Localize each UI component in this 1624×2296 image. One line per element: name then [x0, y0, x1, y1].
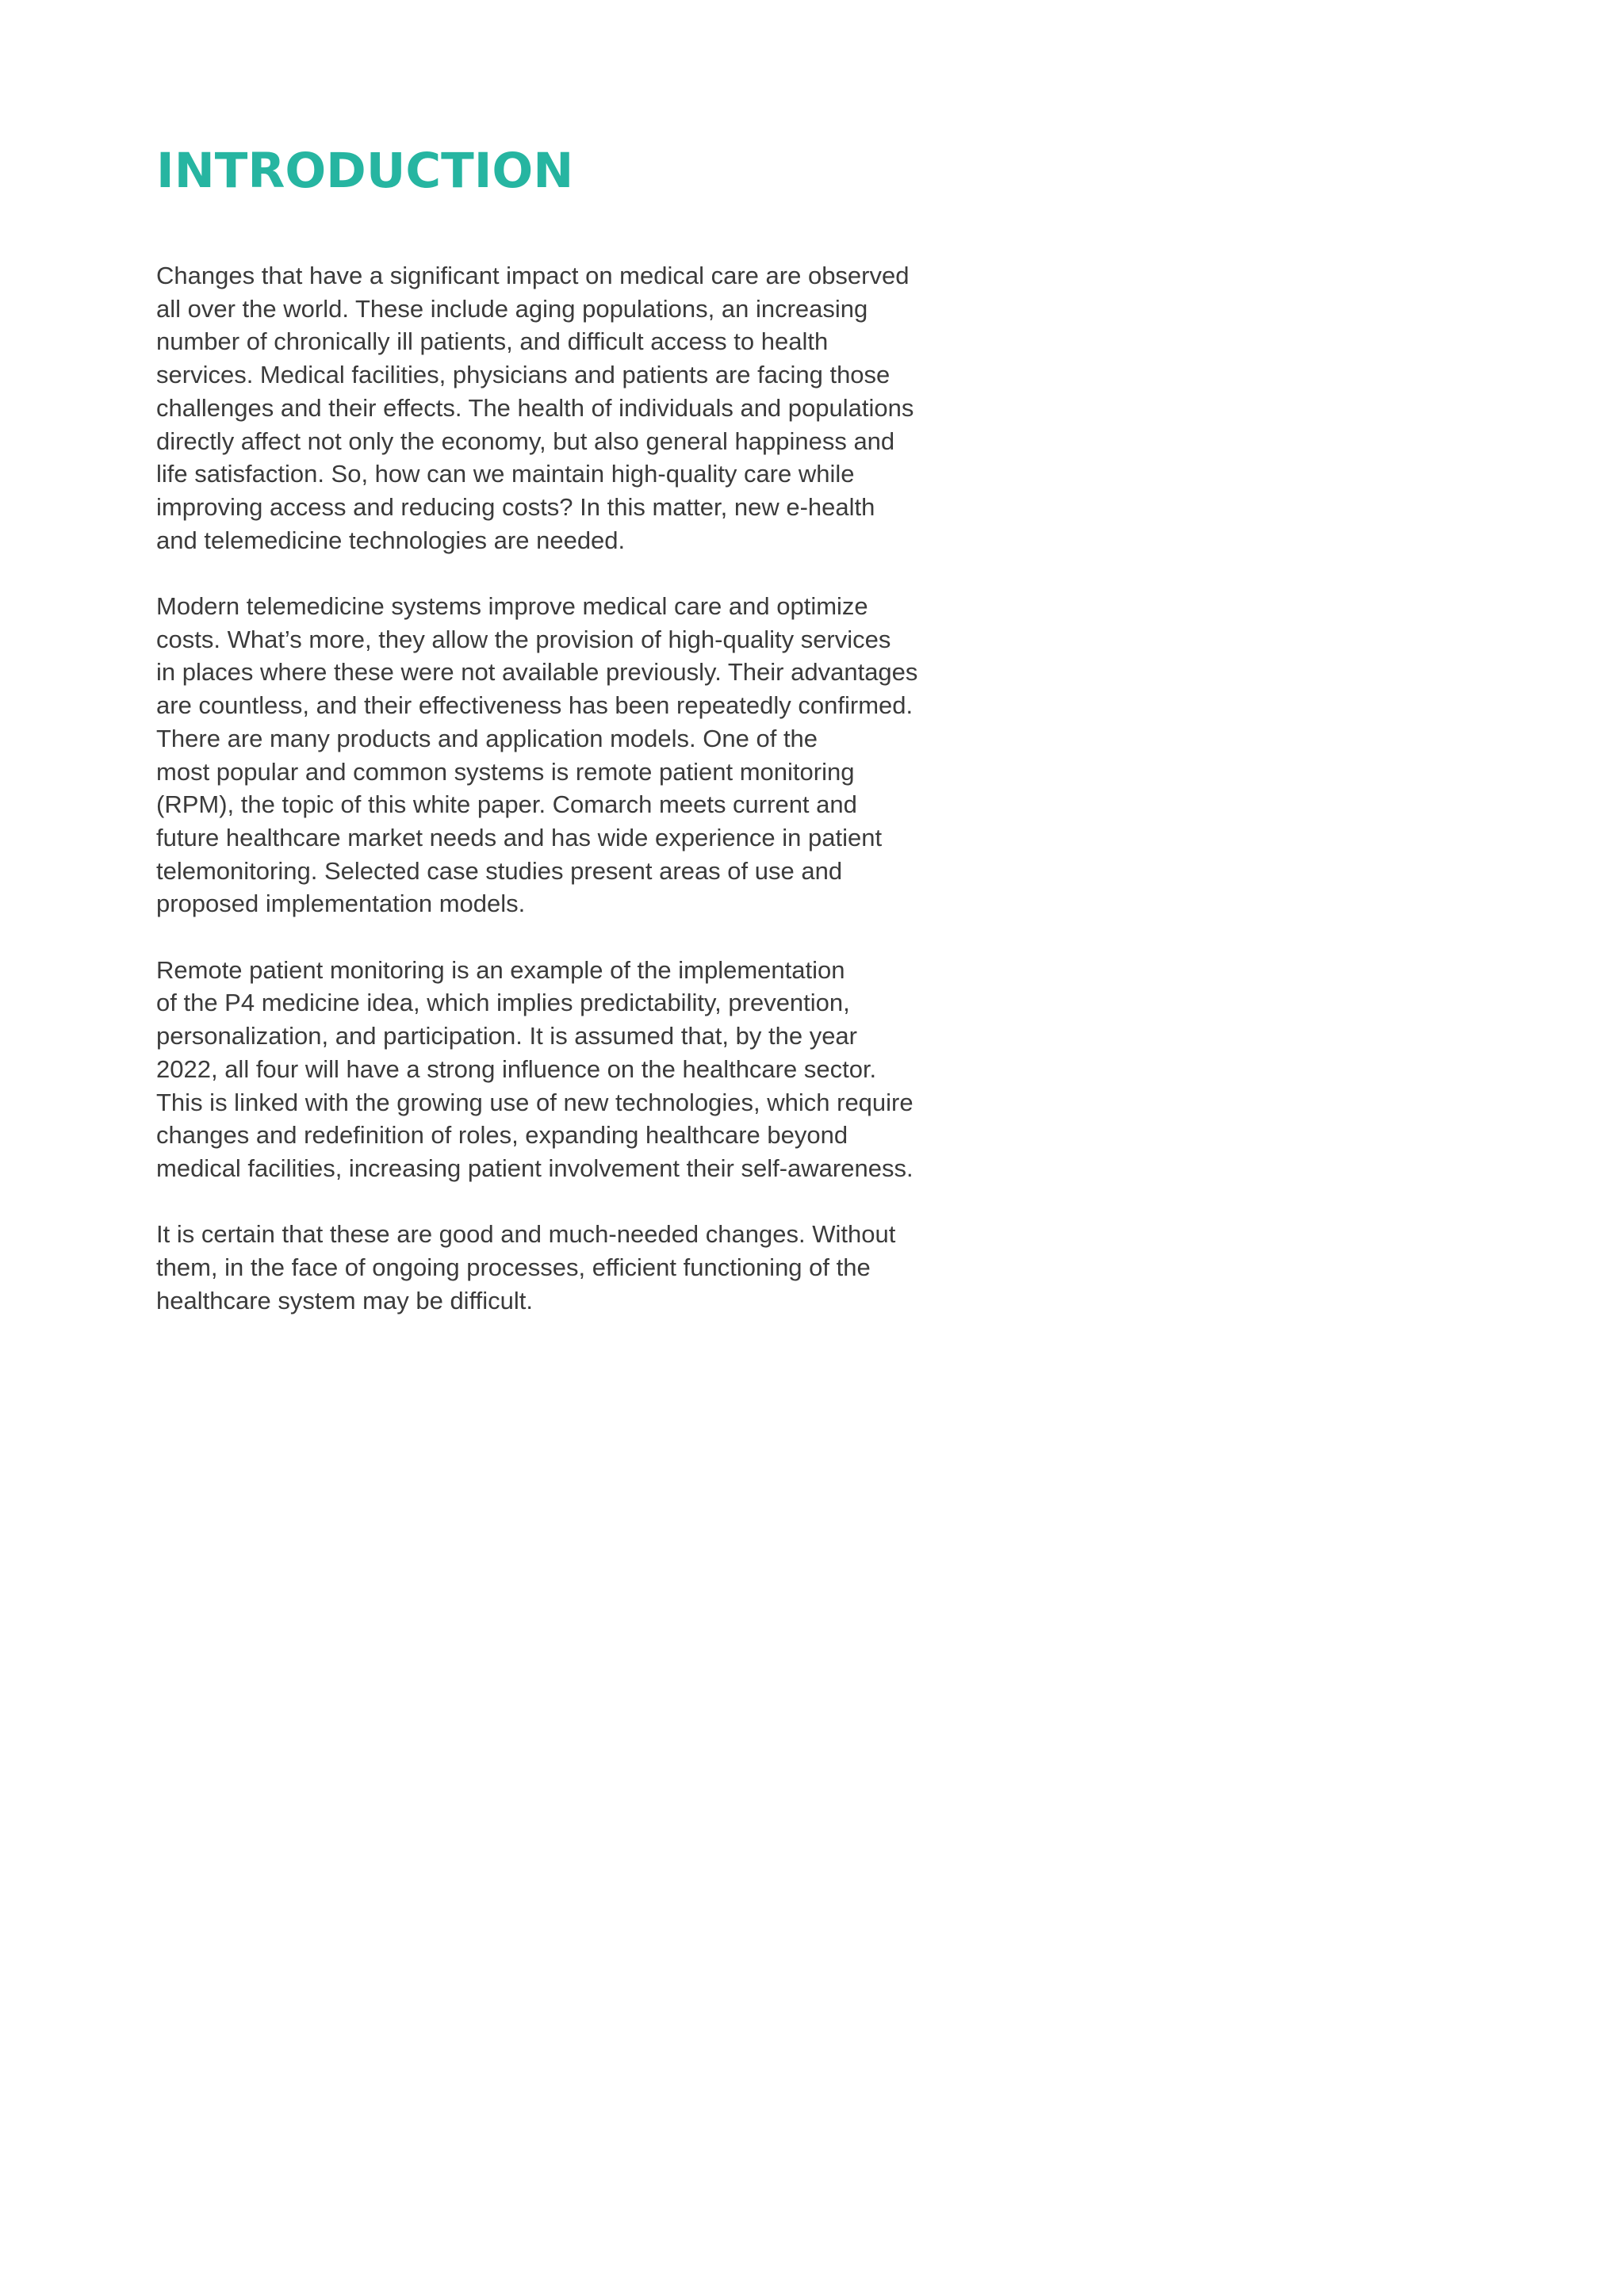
paragraph-1 — [156, 259, 1044, 557]
text-line: directly affect not only the economy, but also general happiness and — [156, 427, 895, 455]
text-line: life satisfaction. So, how can we maintain high-quality care while — [156, 460, 855, 488]
text-line: personalization, and participation. It is assumed that, by the year — [156, 1022, 857, 1050]
body-text — [156, 259, 1044, 1350]
text-line: It is certain that these are good and much-needed changes. Without — [156, 1220, 896, 1249]
text-line: all over the world. These include aging populations, an increasing — [156, 294, 868, 323]
text-line: (RPM), the topic of this white paper. Comarch meets current and — [156, 790, 857, 819]
text-line: are countless, and their effectiveness has been repeatedly confirmed. — [156, 691, 914, 720]
text-line: medical facilities, increasing patient involvement their self-awareness. — [156, 1154, 914, 1182]
page-title: INTRODUCTION — [156, 143, 574, 199]
text-line: 2022, all four will have a strong influence on the healthcare sector. — [156, 1054, 877, 1083]
text-line: future healthcare market needs and has wide experience in patient — [156, 823, 883, 851]
paragraph-2 — [156, 590, 1044, 920]
text-line: costs. What’s more, they allow the provision of high-quality services — [156, 625, 891, 653]
text-line: most popular and common systems is remote patient monitoring — [156, 757, 855, 786]
text-line: improving access and reducing costs? In this matter, new e-health — [156, 492, 875, 521]
text-line: telemonitoring. Selected case studies present areas of use and — [156, 856, 843, 885]
text-line: challenges and their effects. The health of individuals and populations — [156, 393, 914, 422]
text-line: changes and redefinition of roles, expanding healthcare beyond — [156, 1121, 848, 1150]
text-line: them, in the face of ongoing processes, efficient functioning of the — [156, 1253, 871, 1282]
text-line: Changes that have a significant impact on medical care are observed — [156, 262, 910, 289]
text-line: There are many products and application models. One of the — [156, 724, 818, 752]
text-line: Modern telemedicine systems improve medical care and optimize — [156, 592, 868, 621]
text-line: services. Medical facilities, physicians and patients are facing those — [156, 361, 891, 389]
paragraph-3 — [156, 954, 1044, 1185]
text-line: of the P4 medicine idea, which implies predictability, prevention, — [156, 989, 850, 1017]
text-line: in places where these were not available previously. Their advantages — [156, 658, 918, 687]
text-line: Remote patient monitoring is an example of the implementation — [156, 955, 845, 984]
text-line: healthcare system may be difficult. — [156, 1286, 533, 1314]
text-line: number of chronically ill patients, and difficult access to health — [156, 327, 829, 356]
paragraph-4 — [156, 1218, 1044, 1317]
text-line: This is linked with the growing use of new technologies, which require — [156, 1088, 914, 1116]
text-line: and telemedicine technologies are needed. — [156, 526, 626, 554]
text-line: proposed implementation models. — [156, 890, 526, 918]
